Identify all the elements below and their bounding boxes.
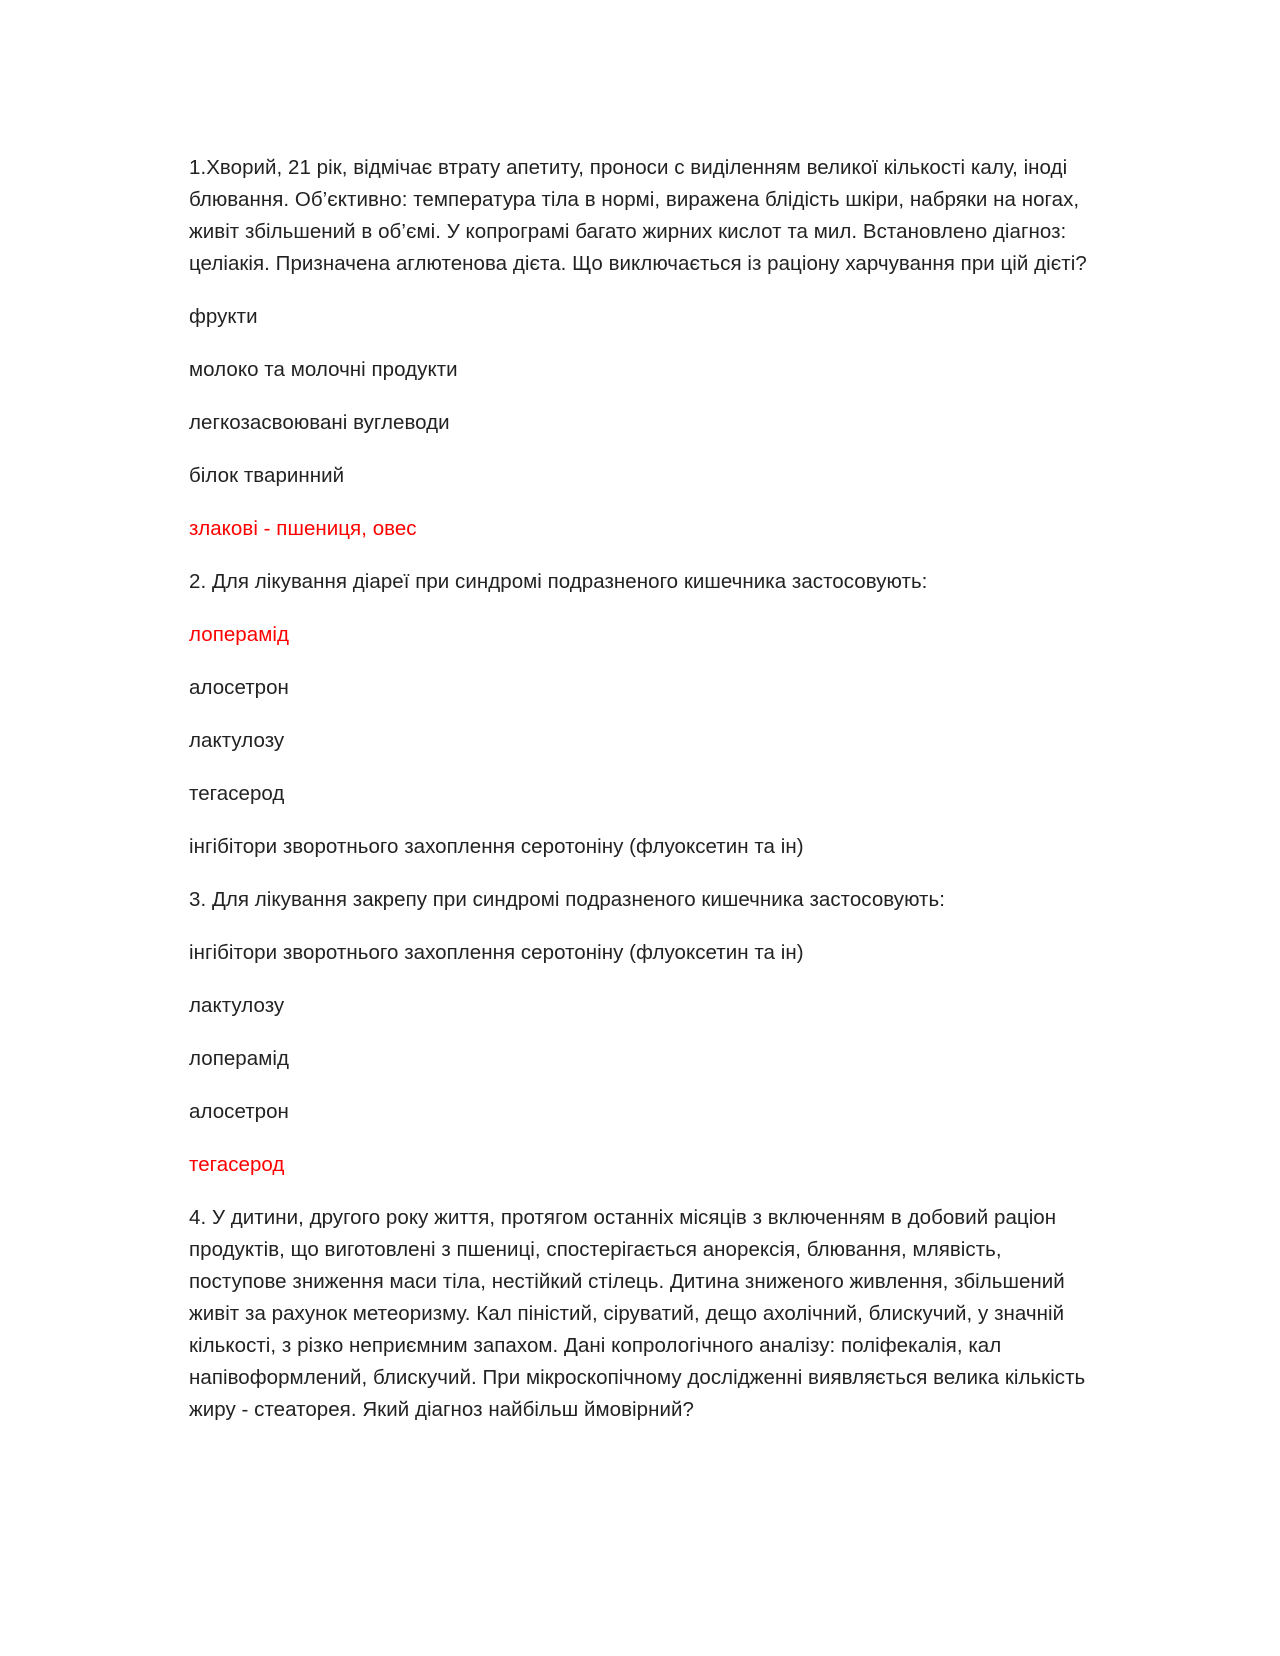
correct-answer-option: лоперамід (189, 623, 289, 646)
answer-option: інгібітори зворотнього захоплення серотоніну (флуоксетин та ін) (189, 941, 804, 964)
answer-option: молоко та молочні продукти (189, 358, 458, 381)
answer-option: алосетрон (189, 1100, 289, 1123)
answer-option: лактулозу (189, 994, 285, 1017)
question-4: 4. У дитини, другого року життя, протягом останніх місяців з включенням в добовий раціон продуктів, що виготовлені з пшениці, спостерігається анорексія, блювання, млявість, поступове зниження маси тіла, нестійкий стілець. Дитина зниженого живлення, збільшений живіт за рахунок метеоризму. Кал піністий, сіруватий, дещо ахолічний, блискучий, у значній кількості, з різко неприємним запахом. Дані копрологічного аналізу: поліфекалія, кал напівоформлений, блискучий. При мікроскопічному дослідженні виявляється велика кількість жиру - стеаторея. Який діагноз найбільш ймовірний? (189, 1206, 1086, 1421)
answer-option: лактулозу (189, 729, 285, 752)
answer-option: легкозасвоювані вуглеводи (189, 411, 450, 434)
correct-answer-option: тегасерод (189, 1153, 285, 1176)
answer-option: інгібітори зворотнього захоплення серотоніну (флуоксетин та ін) (189, 835, 804, 858)
answer-option: алосетрон (189, 676, 289, 699)
answer-option: лоперамід (189, 1047, 289, 1070)
answer-option: білок тваринний (189, 464, 345, 487)
question-3: 3. Для лікування закрепу при синдромі подразненого кишечника застосовують: (189, 888, 945, 911)
question-2: 2. Для лікування діареї при синдромі подразненого кишечника застосовують: (189, 570, 928, 593)
correct-answer-option: злакові - пшениця, овес (189, 517, 417, 540)
answer-option: фрукти (189, 305, 258, 328)
question-1: 1.Хворий, 21 рік, відмічає втрату апетиту, проноси с виділенням великої кількості калу, іноді блювання. Об’єктивно: температура тіла в нормі, виражена блідість шкіри, набряки на ногах, живіт збільшений в об’ємі. У копрограмі багато жирних кислот та мил. Встановлено діагноз: целіакія. Призначена аглютенова дієта. Що виключається із раціону харчування при цій дієті? (189, 156, 1087, 275)
answer-option: тегасерод (189, 782, 285, 805)
document-body (189, 152, 1094, 1447)
